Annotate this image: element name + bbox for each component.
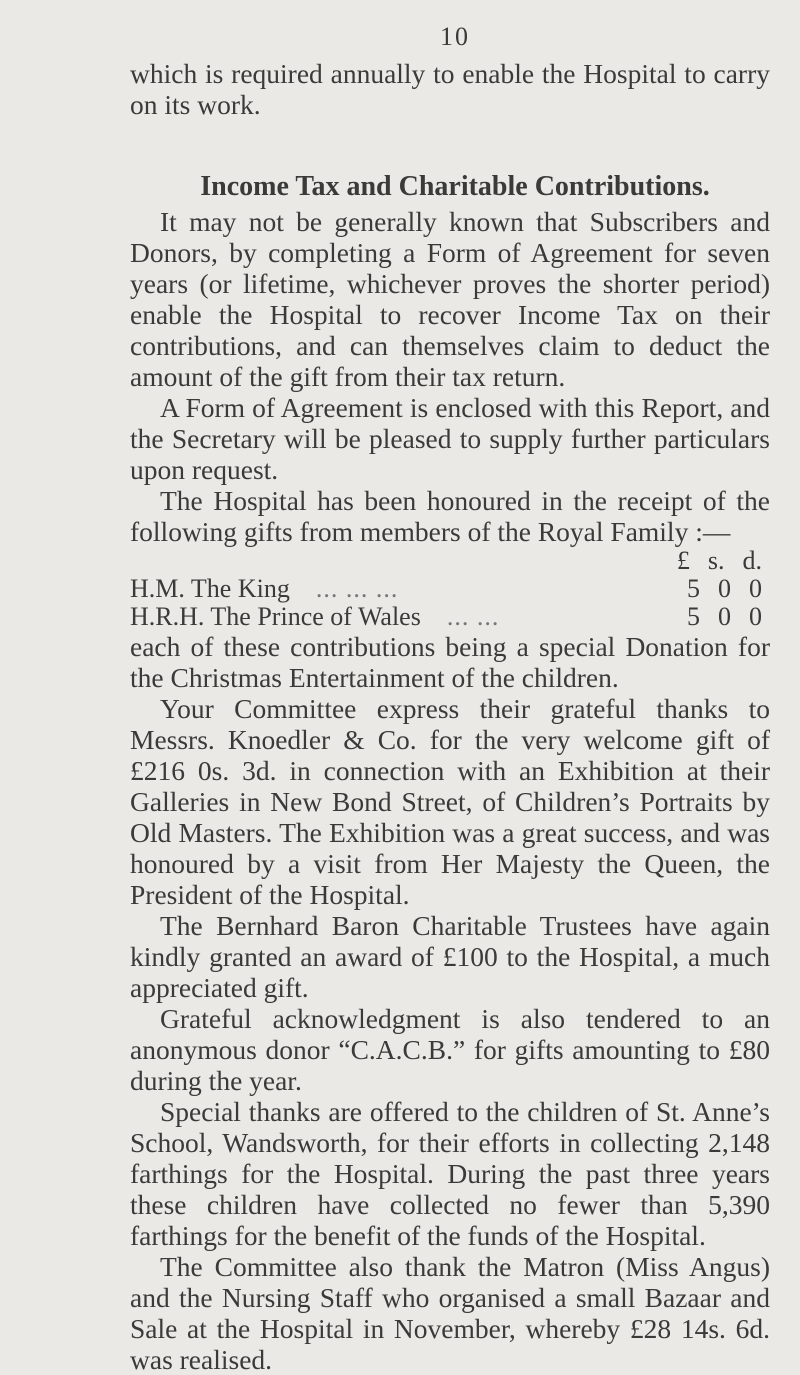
intro-text: which is required annually to enable the Hospital to carry on its work. [130,58,770,120]
paragraph-form-of-agreement: A Form of Agreement is enclosed with this Report, and the Secretary will be pleased to supply further particulars upon request. [130,392,770,485]
gift-leader-dots: ... ... ... [315,574,399,603]
paragraph-income-tax: It may not be generally known that Subscribers and Donors, by completing a Form of Agreement for seven years (or lifetime, whichever proves the shorter period) enable the Hospital to recover Income Tax on their contributions, and can themselves claim to deduct the amount of the gift from their tax return. [130,206,770,392]
gift-pounds: 5 [687,602,700,631]
document-page [130,22,770,1375]
paragraph-bernhard-baron: The Bernhard Baron Charitable Trustees have again kindly granted an award of £100 to the Hospital, a much appreciated gift. [130,910,770,1003]
paragraph-st-annes-school: Special thanks are offered to the children of St. Anne’s School, Wandsworth, for their efforts in collecting 2,148 farthings for the Hospital. During the past three years these children have collected no fewer than 5,390 farthings for the benefit of the funds of the Hospital. [130,1096,770,1251]
paragraph-bazaar-and-sale: The Committee also thank the Matron (Miss Angus) and the Nursing Staff who organised a small Bazaar and Sale at the Hospital in November, whereby £28 14s. 6d. was realised. [130,1251,770,1375]
paragraph-anonymous-donor: Grateful acknowledgment is also tendered to an anonymous donor “C.A.C.B.” for gifts amounting to £80 during the year. [130,1003,770,1096]
gift-leader-dots: ... ... [446,602,500,631]
gift-donor: H.R.H. The Prince of Wales [130,602,421,631]
section-heading: Income Tax and Charitable Contributions. [200,171,710,202]
paragraph-christmas-donation: each of these contributions being a special Donation for the Christmas Entertainment of the children. [130,631,770,693]
gifts-table [130,547,770,631]
gift-pounds: 5 [687,574,700,603]
gift-shillings: 0 [718,574,731,603]
header-shillings: s. [707,546,725,575]
gift-pence: 0 [749,602,762,631]
gifts-table-header [130,547,770,575]
gift-row [130,603,770,631]
gift-shillings: 0 [718,602,731,631]
page-number: 10 [440,22,470,51]
gift-pence: 0 [749,574,762,603]
header-pence: d. [742,546,762,575]
paragraph-knoedler-thanks: Your Committee express their grateful thanks to Messrs. Knoedler & Co. for the very welcome gift of £216 0s. 3d. in connection with an Exhibition at their Galleries in New Bond Street, of Children’s Portraits by Old Masters. The Exhibition was a great success, and was honoured by a visit from Her Majesty the Queen, the President of the Hospital. [130,693,770,910]
paragraph-royal-gifts-intro: The Hospital has been honoured in the receipt of the following gifts from members of the Royal Family :— [130,485,770,547]
gift-row [130,575,770,603]
gift-donor: H.M. The King [130,574,290,603]
header-pounds: £ [676,546,690,575]
